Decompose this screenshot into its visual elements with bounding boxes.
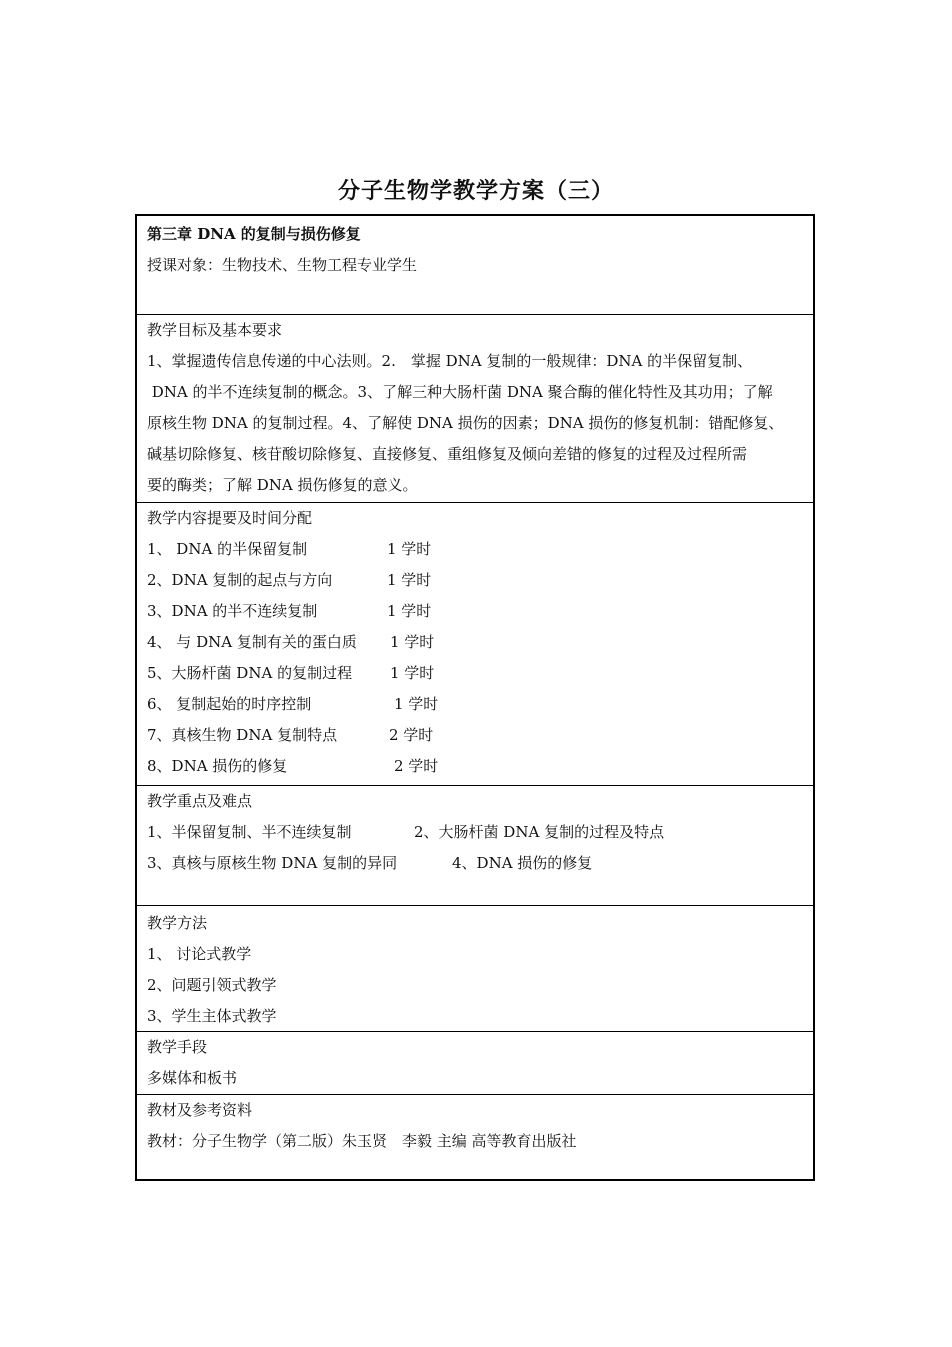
document-title: 分子生物学教学方案（三） <box>337 178 614 204</box>
content-hours: 1 学时 <box>387 540 432 558</box>
content-item <box>147 720 803 751</box>
content-hours: 2 学时 <box>394 757 439 775</box>
content-topic: 5、大肠杆菌 DNA 的复制过程 <box>147 664 353 682</box>
content-hours: 1 学时 <box>387 571 432 589</box>
lesson-plan-table <box>135 214 815 1181</box>
content-topic: 6、 复制起始的时序控制 <box>147 695 312 713</box>
keypoint-item: 3、真核与原核生物 DNA 复制的异同 <box>147 854 398 872</box>
keypoints-row <box>147 817 803 848</box>
keypoint-item: 1、半保留复制、半不连续复制 <box>147 823 352 841</box>
content-topic: 2、DNA 复制的起点与方向 <box>147 571 333 589</box>
keypoints-row <box>147 848 803 879</box>
objectives-heading: 教学目标及基本要求 <box>147 321 283 339</box>
content-hours: 1 学时 <box>390 633 435 651</box>
materials-heading: 教材及参考资料 <box>147 1101 253 1119</box>
keypoint-item: 2、大肠杆菌 DNA 复制的过程及特点 <box>414 823 665 841</box>
content-hours: 1 学时 <box>387 602 432 620</box>
method-item: 2、问题引领式教学 <box>147 976 277 994</box>
content-topic: 1、 DNA 的半保留复制 <box>147 540 308 558</box>
content-topic: 3、DNA 的半不连续复制 <box>147 602 318 620</box>
content-heading: 教学内容提要及时间分配 <box>147 509 313 527</box>
methods-heading: 教学方法 <box>147 914 208 932</box>
materials-value: 教材：分子生物学（第二版）朱玉贤 李毅 主编 高等教育出版社 <box>147 1132 577 1150</box>
content-item <box>147 627 803 658</box>
objectives-line: 碱基切除修复、核苷酸切除修复、直接修复、重组修复及倾向差错的修复的过程及过程所需 <box>147 445 748 463</box>
content-topic: 4、 与 DNA 复制有关的蛋白质 <box>147 633 357 651</box>
content-topic: 7、真核生物 DNA 复制特点 <box>147 726 338 744</box>
content-hours: 1 学时 <box>390 664 435 682</box>
content-item <box>147 534 803 565</box>
content-topic: 8、DNA 损伤的修复 <box>147 757 288 775</box>
means-section <box>137 1031 813 1094</box>
objectives-section <box>137 314 813 502</box>
content-item <box>147 565 803 596</box>
content-section <box>137 502 813 785</box>
keypoints-section <box>137 785 813 905</box>
method-item: 3、学生主体式教学 <box>147 1007 277 1025</box>
content-item <box>147 689 803 720</box>
means-value: 多媒体和板书 <box>147 1069 238 1087</box>
objectives-line: 1、掌握遗传信息传递的中心法则。2. 掌握 DNA 复制的一般规律：DNA 的半保留复制、 <box>147 352 753 370</box>
objectives-line: 原核生物 DNA 的复制过程。4、了解使 DNA 损伤的因素；DNA 损伤的修复机制：错配修复、 <box>147 414 784 432</box>
content-item <box>147 751 803 782</box>
means-heading: 教学手段 <box>147 1038 208 1056</box>
objectives-line: 要的酶类；了解 DNA 损伤修复的意义。 <box>147 476 418 494</box>
method-item: 1、 讨论式教学 <box>147 945 252 963</box>
keypoint-item: 4、DNA 损伤的修复 <box>452 854 593 872</box>
content-item <box>147 658 803 689</box>
materials-section <box>137 1094 813 1179</box>
content-hours: 1 学时 <box>394 695 439 713</box>
objectives-line: DNA 的半不连续复制的概念。3、了解三种大肠杆菌 DNA 聚合酶的催化特性及其功用；了解 <box>147 383 773 401</box>
chapter-heading: 第三章 DNA 的复制与损伤修复 <box>147 225 361 243</box>
content-item <box>147 596 803 627</box>
methods-section <box>137 905 813 1031</box>
chapter-section <box>137 216 813 314</box>
keypoints-heading: 教学重点及难点 <box>147 792 253 810</box>
content-hours: 2 学时 <box>389 726 434 744</box>
audience-text: 授课对象：生物技术、生物工程专业学生 <box>147 256 418 274</box>
